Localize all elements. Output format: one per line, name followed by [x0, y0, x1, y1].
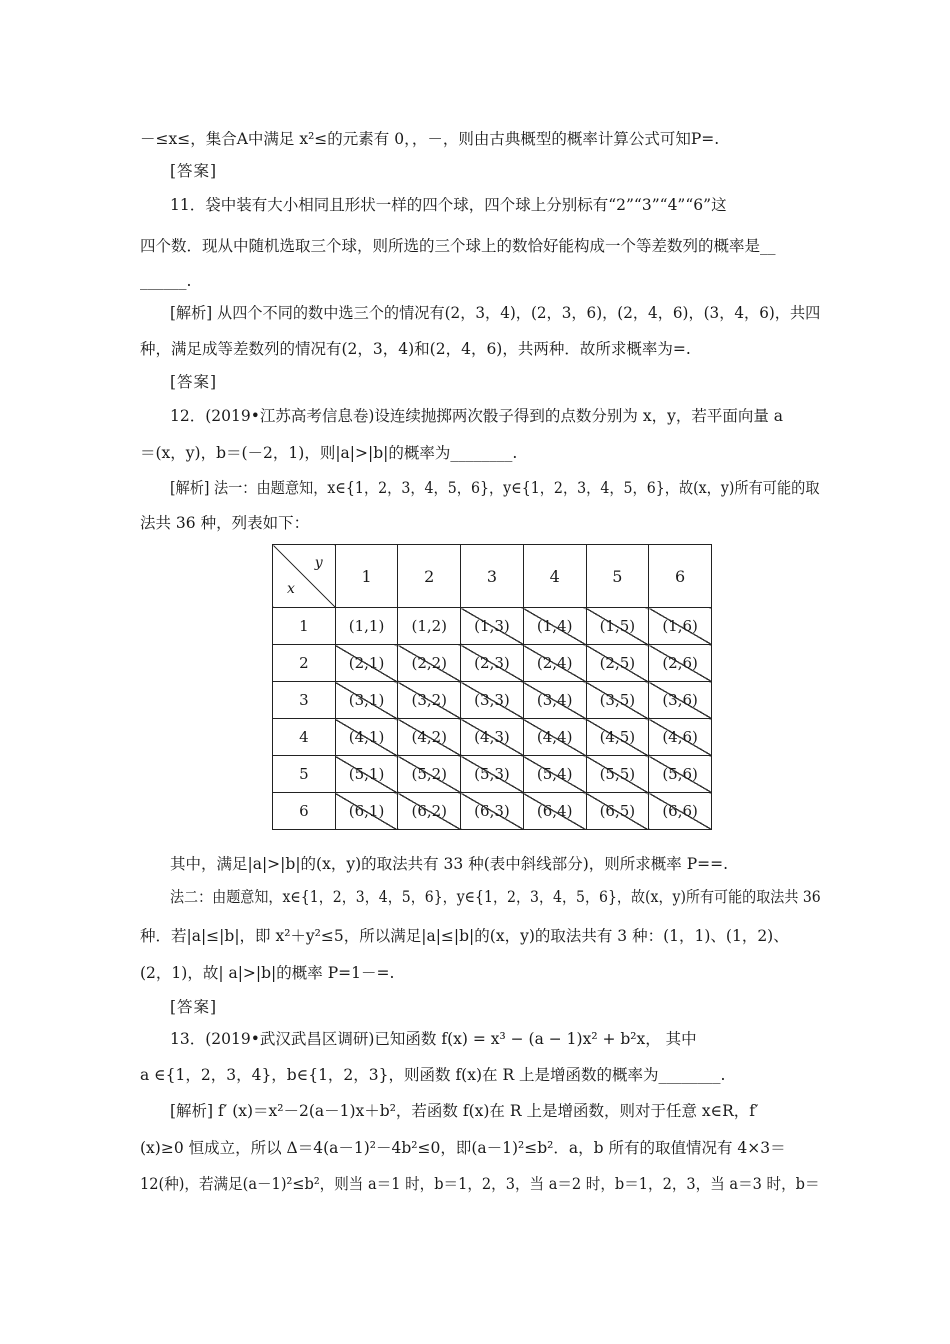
table-cell: (2,3) — [461, 645, 524, 682]
table-cell: (1,6) — [649, 608, 712, 645]
table-cell: (5,5) — [586, 756, 649, 793]
col-header: 5 — [586, 545, 649, 608]
table-cell: (2,6) — [649, 645, 712, 682]
table-cell: (3,6) — [649, 682, 712, 719]
table-cell: (4,3) — [461, 719, 524, 756]
table-cell: (6,2) — [398, 793, 461, 830]
col-header: 3 — [461, 545, 524, 608]
row-header: 5 — [273, 756, 336, 793]
text-line: －≤x≤，集合A中满足 x²≤的元素有 0，，－，则由古典概型的概率计算公式可知P=. — [140, 130, 720, 148]
table-cell: (3,4) — [523, 682, 586, 719]
col-header: 1 — [335, 545, 398, 608]
outcome-table — [272, 544, 712, 830]
text-line: 四个数．现从中随机选取三个球，则所选的三个球上的数恰好能构成一个等差数列的概率是__ — [140, 237, 776, 255]
text-line: 种，满足成等差数列的情况有(2，3，4)和(2，4，6)，共两种．故所求概率为=. — [140, 340, 691, 358]
text-line: 其中，满足|a|>|b|的(x，y)的取法共有 33 种(表中斜线部分)，则所求概率 P==. — [170, 855, 729, 873]
method-two: 法二：由题意知，x∈{1，2，3，4，5，6}，y∈{1，2，3，4，5，6}，故(x，y)所有可能的取法共 36 — [170, 888, 821, 906]
table-cell: (1,4) — [523, 608, 586, 645]
table-cell: (2,4) — [523, 645, 586, 682]
table-cell: (2,2) — [398, 645, 461, 682]
text-line: (x)≥0 恒成立，所以 Δ＝4(a－1)²－4b²≤0，即(a－1)²≤b²．a，b 所有的取值情况有 4×3＝ — [140, 1139, 786, 1157]
text-line: 12(种)，若满足(a－1)²≤b²，则当 a＝1 时，b＝1，2，3，当 a＝2 时，b＝1，2，3，当 a＝3 时，b＝ — [140, 1175, 820, 1193]
text-line: 种．若|a|≤|b|，即 x²＋y²≤5，所以满足|a|≤|b|的(x，y)的取法共有 3 种：(1，1)、(1，2)、 — [140, 927, 789, 945]
answer-label: [答案] — [170, 162, 218, 180]
table-row — [273, 608, 712, 645]
table-cell: (5,1) — [335, 756, 398, 793]
table-cell: (5,4) — [523, 756, 586, 793]
table-cell: (1,2) — [398, 608, 461, 645]
table-cell: (4,1) — [335, 719, 398, 756]
col-header: 6 — [649, 545, 712, 608]
table-corner-cell — [273, 545, 336, 608]
text-line: (2，1)，故| a|>|b|的概率 P=1－=. — [140, 964, 395, 982]
table-header-row — [273, 545, 712, 608]
table-row — [273, 682, 712, 719]
table-cell: (2,1) — [335, 645, 398, 682]
text-line: ＝(x，y)，b＝(－2，1)，则|a|>|b|的概率为________. — [140, 444, 518, 462]
table-row — [273, 645, 712, 682]
row-header: 1 — [273, 608, 336, 645]
table-cell: (4,5) — [586, 719, 649, 756]
answer-label: [答案] — [170, 998, 218, 1016]
table-cell: (6,1) — [335, 793, 398, 830]
question-13: 13．(2019•武汉武昌区调研)已知函数 f(x) = x³ − (a − 1)x² + b²x， 其中 — [170, 1030, 697, 1048]
row-header: 4 — [273, 719, 336, 756]
table-cell: (5,3) — [461, 756, 524, 793]
table-cell: (2,5) — [586, 645, 649, 682]
answer-label: [答案] — [170, 373, 218, 391]
corner-y-label: y — [314, 555, 323, 571]
table-cell: (4,2) — [398, 719, 461, 756]
table-row — [273, 793, 712, 830]
table-row — [273, 756, 712, 793]
row-header: 3 — [273, 682, 336, 719]
question-12: 12．(2019•江苏高考信息卷)设连续抛掷两次骰子得到的点数分别为 x，y，若平面向量 a — [170, 407, 784, 425]
question-11: 11．袋中装有大小相同且形状一样的四个球，四个球上分别标有“2”“3”“4”“6”这 — [170, 196, 727, 214]
table-cell: (6,3) — [461, 793, 524, 830]
col-header: 2 — [398, 545, 461, 608]
table-cell: (6,4) — [523, 793, 586, 830]
table-cell: (4,6) — [649, 719, 712, 756]
table-cell: (1,1) — [335, 608, 398, 645]
table-cell: (3,2) — [398, 682, 461, 719]
text-line: a ∈{1，2，3，4}，b∈{1，2，3}，则函数 f(x)在 R 上是增函数的概率为________. — [140, 1066, 726, 1084]
table-row — [273, 719, 712, 756]
col-header: 4 — [523, 545, 586, 608]
row-header: 6 — [273, 793, 336, 830]
table-cell: (4,4) — [523, 719, 586, 756]
text-line: 法共 36 种，列表如下： — [140, 514, 310, 532]
table-cell: (5,2) — [398, 756, 461, 793]
text-line: ______. — [140, 272, 192, 290]
analysis-13: [解析] f′ (x)＝x²－2(a－1)x＋b²，若函数 f(x)在 R 上是增函数，则对于任意 x∈R，f′ — [170, 1102, 759, 1120]
analysis-11: [解析] 从四个不同的数中选三个的情况有(2，3，4)，(2，3，6)，(2，4，6)，(3，4，6)，共四 — [170, 304, 821, 322]
analysis-12: [解析] 法一：由题意知，x∈{1，2，3，4，5，6}，y∈{1，2，3，4，5，6}，故(x，y)所有可能的取 — [170, 479, 820, 497]
table-cell: (6,5) — [586, 793, 649, 830]
table-cell: (1,5) — [586, 608, 649, 645]
table-cell: (6,6) — [649, 793, 712, 830]
table-cell: (3,3) — [461, 682, 524, 719]
table-cell: (1,3) — [461, 608, 524, 645]
table-cell: (3,1) — [335, 682, 398, 719]
table-cell: (5,6) — [649, 756, 712, 793]
row-header: 2 — [273, 645, 336, 682]
corner-x-label: x — [287, 581, 295, 597]
table-cell: (3,5) — [586, 682, 649, 719]
